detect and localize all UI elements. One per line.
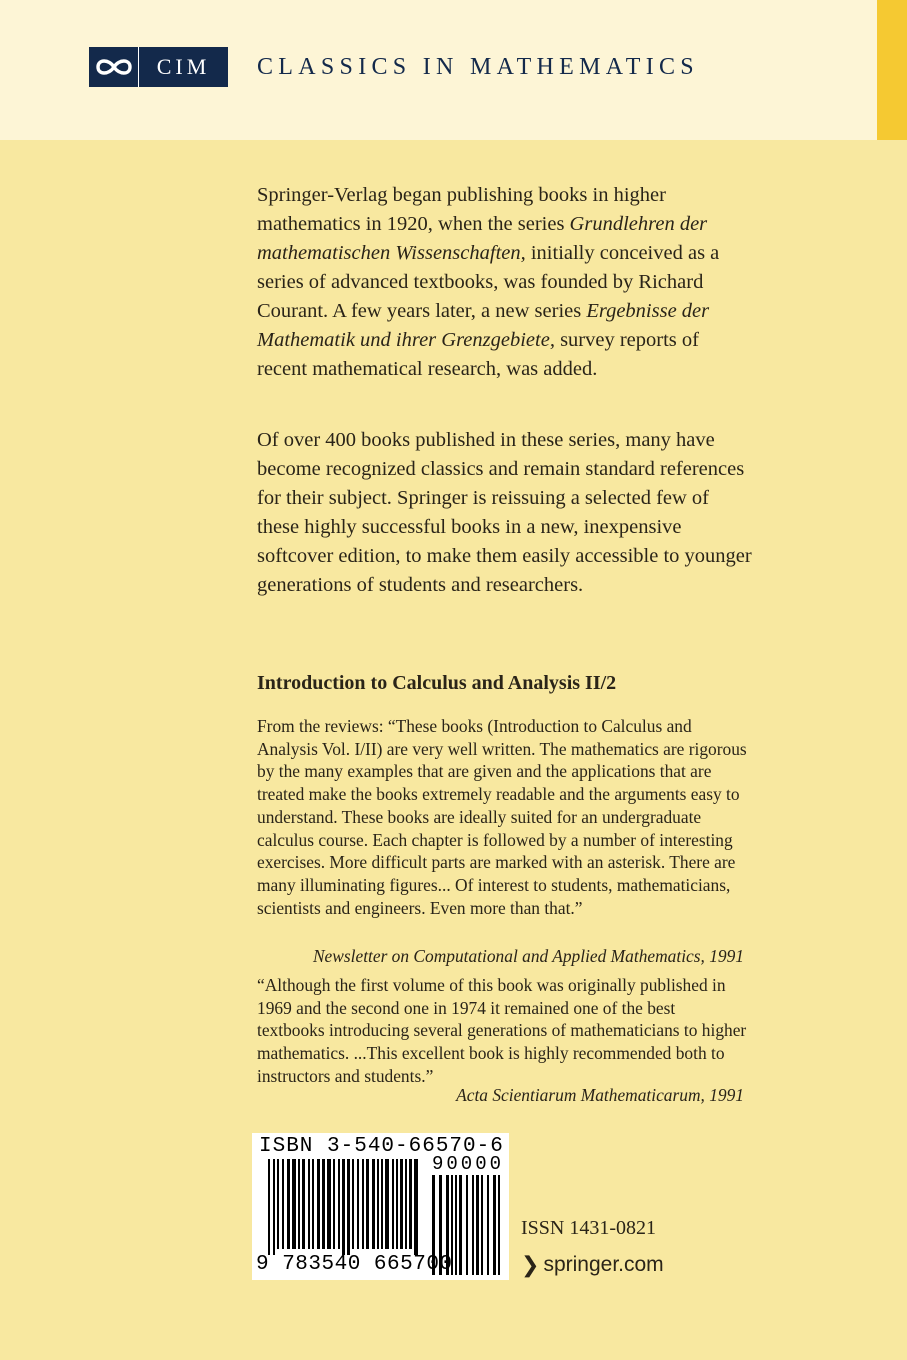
barcode-bar (273, 1159, 275, 1255)
chevron-right-icon: ❯ (521, 1252, 540, 1277)
review-2-source: Acta Scientiarum Mathematicarum, 1991 (456, 1085, 744, 1105)
isbn-barcode (252, 1133, 509, 1280)
series-title: CLASSICS IN MATHEMATICS (257, 54, 699, 80)
barcode-bar (317, 1159, 320, 1249)
barcode-bar (357, 1159, 359, 1249)
issn-number: ISSN 1431-0821 (521, 1217, 657, 1239)
book-title: Introduction to Calculus and Analysis II/2 (257, 672, 617, 694)
barcode-bar (409, 1159, 412, 1249)
review-1-text: From the reviews: “These books (Introduction to Calculus and Analysis Vol. I/II) are very well written. The mathematics are rigorous by the many examples that are given and the applications that are treated make the books extremely readable and the arguments easy to understand. These books are ideally suited for an undergraduate calculus course. Each chapter is followed by a number of interesting exercises. More difficult parts are marked with an asterisk. There are many illuminating figures... Of interest to students, mathematicians, scientists and engineers. Even more than that.” (257, 716, 747, 918)
barcode-bar (396, 1159, 398, 1249)
barcode-addon-digits: 90000 (432, 1153, 505, 1175)
barcode-bar (414, 1159, 418, 1255)
barcode-bar (327, 1159, 331, 1249)
barcode-addon-bar (487, 1175, 489, 1275)
intro-paragraph-2: Of over 400 books published in these series, many have become recognized classics and remain standard references for their subject. Springer is reissuing a selected few of these highly successful books in a new, inexpensive softcover edition, to make them easily accessible to younger generations of students and researchers. (257, 429, 752, 596)
barcode-bar (377, 1159, 379, 1249)
barcode-bar (362, 1159, 364, 1249)
barcode-addon-bar (476, 1175, 479, 1275)
review-2-text: “Although the first volume of this book was originally published in 1969 and the second one in 1974 it remained one of the best textbooks introducing several generations of mathematicians to higher mathematics. ...This excellent book is highly recommended both to instructors and students.” (257, 975, 747, 1086)
cim-logo (89, 47, 228, 87)
intro-text-run: survey reports of recent mathematical research, was added. (257, 329, 699, 380)
barcode-addon-bar (455, 1175, 457, 1275)
barcode-addon-bar (498, 1175, 500, 1275)
intro-text-run: initially conceived as a series of advanced textbooks, was founded by Richard Courant. A few years later, a new series (257, 242, 720, 322)
barcode-bar (292, 1159, 296, 1249)
barcode-bar (338, 1159, 340, 1249)
series-name-italic: Ergebnisse der Mathematik und ihrer Grenzgebiete, (257, 300, 710, 351)
barcode-bar (400, 1159, 403, 1249)
ean-digits: 9 783540 665700 (256, 1253, 453, 1276)
review-1-source: Newsletter on Computational and Applied Mathematics, 1991 (312, 946, 744, 966)
barcode-addon-bar (466, 1175, 468, 1275)
spine-color-strip (877, 0, 907, 140)
springer-website-link[interactable] (521, 1252, 664, 1278)
barcode-bar (372, 1159, 375, 1249)
barcode-bar (322, 1159, 325, 1249)
barcode-bar (347, 1159, 350, 1255)
barcode-bar (381, 1159, 383, 1249)
barcode-bar (405, 1159, 407, 1249)
barcode-bar (302, 1159, 305, 1249)
barcode-bar (352, 1159, 354, 1249)
barcode-addon-bar (493, 1175, 496, 1275)
barcode-bar (312, 1159, 314, 1249)
barcode-bar (366, 1159, 369, 1249)
series-name-italic: Grundlehren der mathematischen Wissenschaften, (257, 213, 708, 264)
barcode-bar (287, 1159, 290, 1249)
isbn-label: ISBN 3-540-66570-6 (259, 1135, 504, 1158)
barcode-bar (277, 1159, 279, 1249)
barcode-bar (342, 1159, 345, 1255)
intro-paragraph-1 (257, 181, 753, 384)
infinity-icon (89, 47, 139, 87)
barcode-bar (282, 1159, 284, 1249)
logo-text: CIM (156, 54, 211, 79)
barcode-addon-bar (481, 1175, 483, 1275)
barcode-bar (268, 1159, 270, 1255)
barcode-addon-bar (459, 1175, 462, 1275)
barcode-addon-bar (472, 1175, 474, 1275)
barcode-bar (308, 1159, 310, 1249)
barcode-bar (392, 1159, 394, 1249)
barcode-bar (385, 1159, 389, 1249)
intro-text-run: Springer-Verlag began publishing books in higher mathematics in 1920, when the series (257, 184, 666, 235)
barcode-bar (333, 1159, 335, 1249)
barcode-bar (298, 1159, 300, 1249)
website-label: springer.com (543, 1253, 664, 1276)
